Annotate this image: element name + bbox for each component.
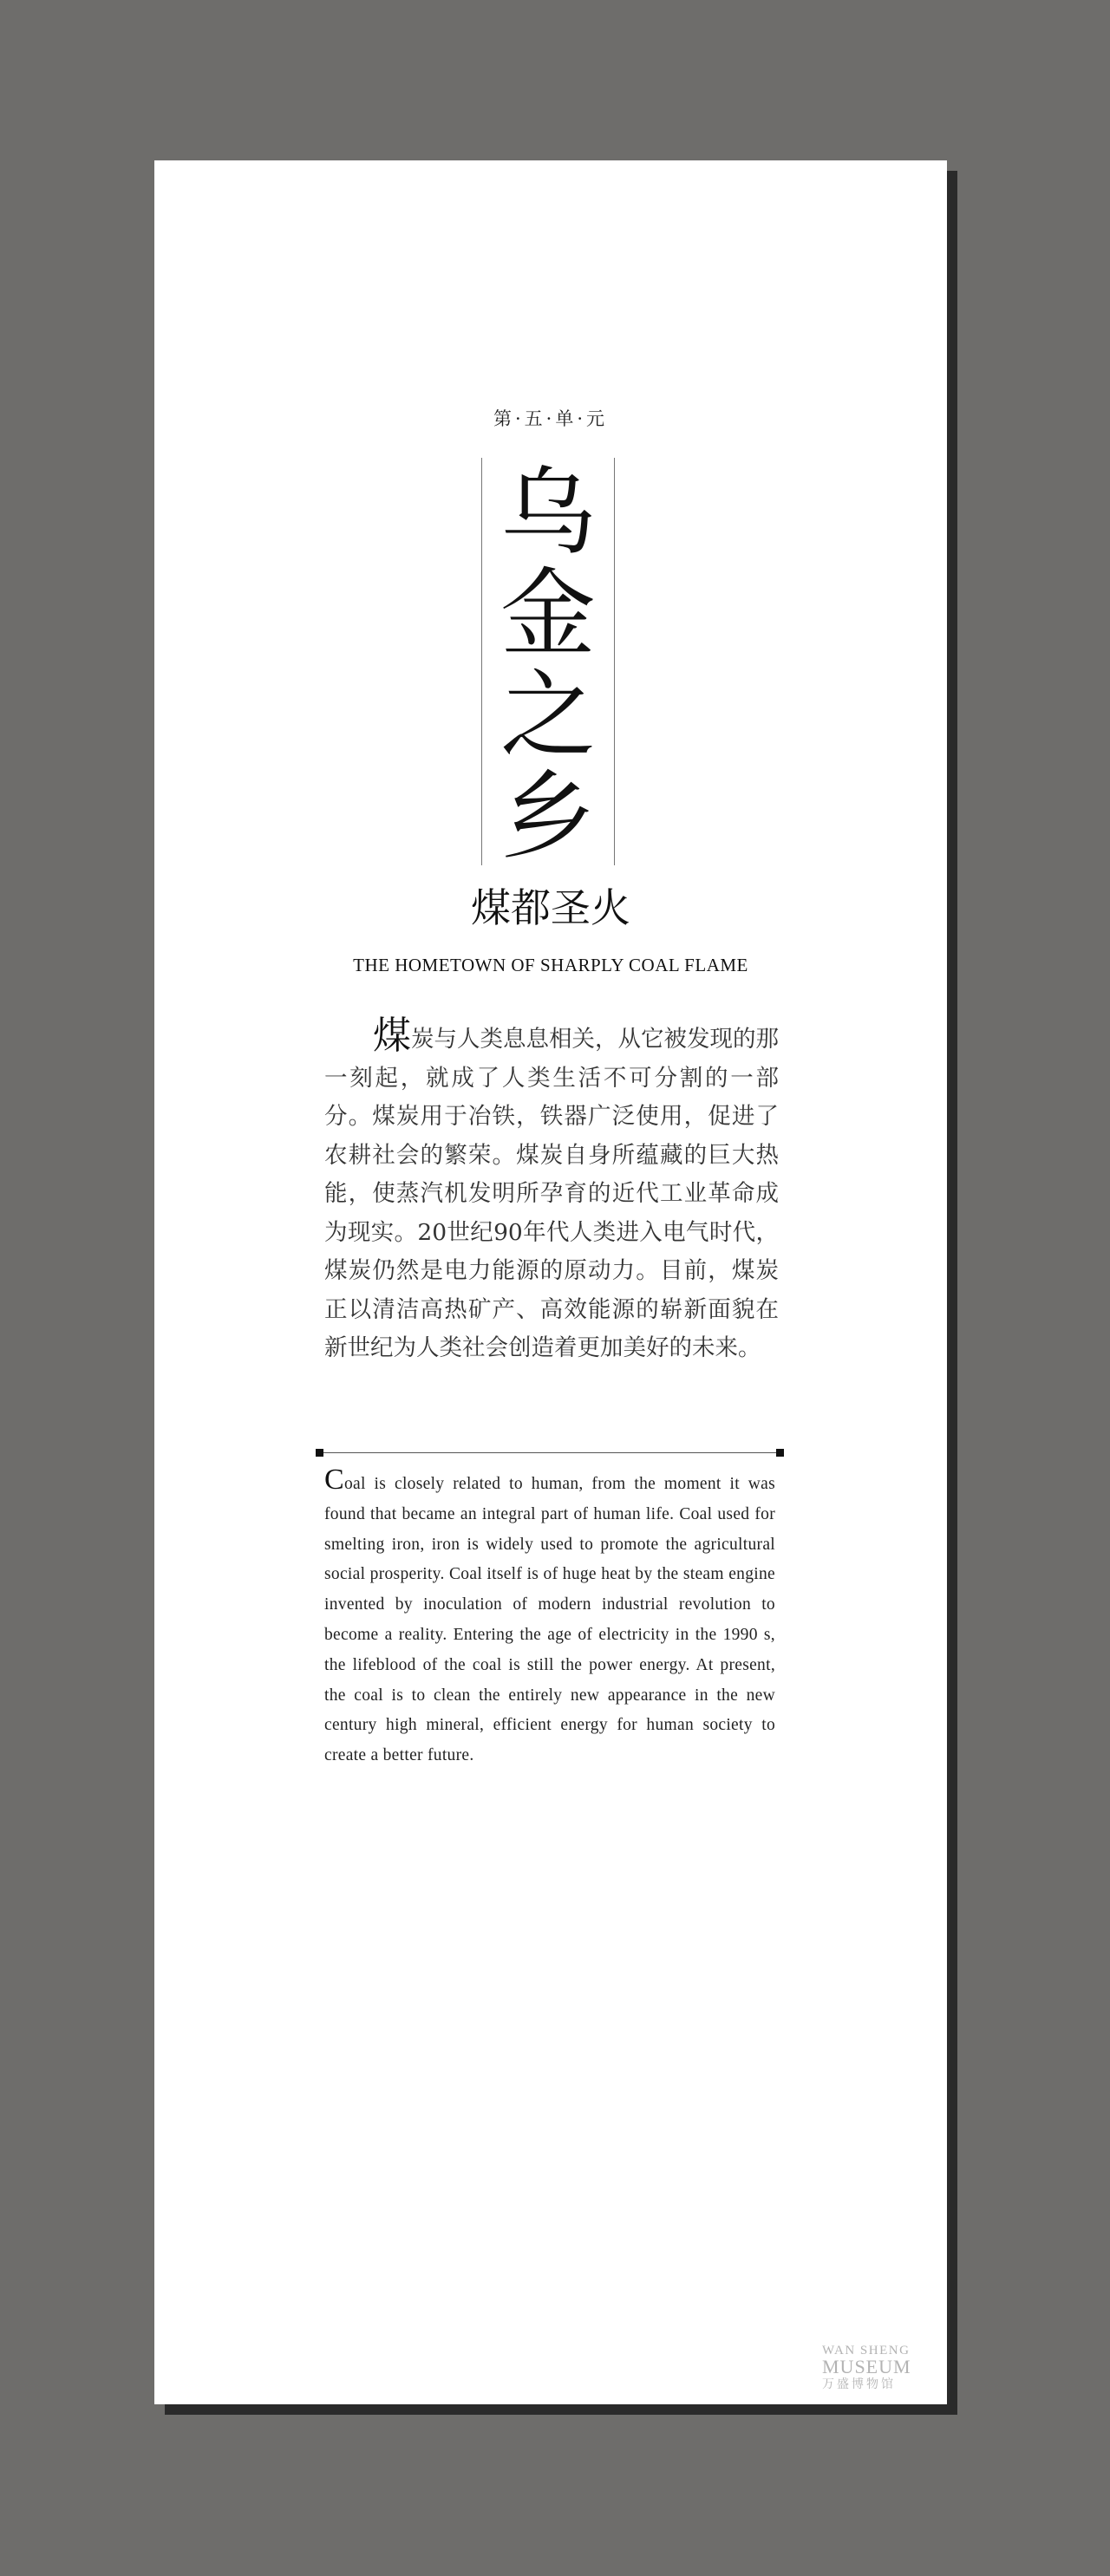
title-char: 金 [500,558,596,669]
divider-right-cap [776,1449,784,1457]
logo-line-3: 万盛博物馆 [822,2377,896,2391]
english-intro [324,1464,775,1771]
logo-line-2: MUSEUM [822,2356,911,2377]
title-right-rule [614,458,615,865]
divider-rule [316,1452,784,1453]
divider-left-cap [316,1449,323,1457]
title-left-rule [481,458,482,865]
chinese-drop-char: 煤 [373,1014,411,1058]
chinese-intro [324,1014,779,1368]
logo-line-1: WAN SHENG [822,2344,911,2358]
museum-logo [822,2344,935,2392]
vertical-title [487,457,609,872]
english-drop-char: C [324,1464,344,1496]
title-char: 之 [500,660,596,771]
title-char: 乡 [500,761,596,872]
subtitle: 煤都圣火 [471,884,630,931]
english-body: oal is closely related to human, from the moment it was found that became an integral part of human life. Coal used for smelting iron, iron is widely used to promote the agricultural social prosperity. Coal itself is of huge heat by the steam engine invented by inoculation of modern industrial revolution to become a reality. Entering the age of electricity in the 1990 s, the lifeblood of the coal is still the power energy. At present, the coal is to clean the entirely new appearance in the new century high mineral, efficient energy for human society to create a better future. [324,1475,775,1765]
unit-label: 第·五·单·元 [493,408,609,429]
title-char: 乌 [500,457,596,568]
english-title: THE HOMETOWN OF SHARPLY COAL FLAME [353,955,748,975]
chinese-body: 炭与人类息息相关，从它被发现的那一刻起，就成了人类生活不可分割的一部分。煤炭用于冶铁，铁器广泛使用，促进了农耕社会的繁荣。煤炭自身所蕴藏的巨大热能，使蒸汽机发明所孕育的近代工业革命成为现实。20世纪90年代人类进入电气时代，煤炭仍然是电力能源的原动力。目前，煤炭正以清洁高热矿产、高效能源的崭新面貌在新世纪为人类社会创造着更加美好的未来。 [324,1026,779,1361]
exhibition-panel [154,160,947,2404]
